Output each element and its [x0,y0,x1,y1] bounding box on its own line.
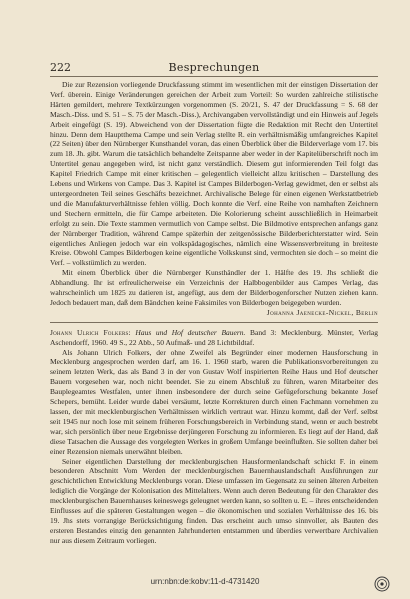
library-seal-icon [374,576,390,592]
page-body [50,80,378,546]
review1-paragraph-2: Mit einem Überblick über die Nürnberger Kunsthändler der 1. Hälfte des 19. Jhs schließt die Abhandlung. Ihr ist erfreulicherweise ein Verzeichnis der Halbbogenbilder aus Campes Verlag, das wahrscheinlich um 1825 zu datieren ist, angefügt, aus dem der Bilderbogenforscher Nutzen ziehen kann. Jedoch bedauert man, daß dem Bändchen keine Faksimiles von Bilderbogen beigegeben wurden. [50,268,378,307]
review2-paragraph-2: Seiner eigentlichen Darstellung der mecklenburgischen Hausformenlandschaft schickt F. in einem besonderen Abschnitt Vom Werden der mecklenburgischen Bauernhauslandschaft Ausführungen zur geschichtlichen Entwicklung Mecklenburgs voran. Diese umfassen im Gegensatz zu seinen älteren Arbeiten lediglich die Vorgänge der Kolonisation des Mittelalters. Wenn auch deren Bedeutung für den Charakter des mecklenburgischen Bauernhauses keineswegs geleugnet werden kann, so sollten u. E. – ihres entscheidenden Einflusses auf die späteren Gestaltungen wegen – die ökonomischen und sozialen Verhältnisse des 16. bis 19. Jhs stets vorrangige Berücksichtigung finden. Das erscheint auch umso sinnvoller, als Bauten des ersteren Bestandes einzig den genannten Jahrhunderten entstammen und überdies verwertbare Archivalien nur aus diesem Zeitraum vorliegen. [50,456,378,545]
urn-footer: urn:nbn:de:kobv:11-d-4731420 [150,577,260,586]
review2-bibliography [50,328,378,348]
review2-details: Band 3: Mecklenburg. Münster, Verlag Aschendorff, 1960. 49 S., 22 Abb., 50 Aufmaß- und 28 Lichtbildtaf. [50,327,378,347]
header-rule [50,76,378,77]
review2-author: Johann Ulrich Folkers: [50,327,131,337]
section-divider [50,322,378,323]
review1-paragraph-1: Die zur Rezension vorliegende Druckfassung stimmt im wesentlichen mit der einstigen Dissertation der Verf. überein. Einige Veränderungen gereichen der Arbeit zum Vorteil: So wurden zahlreiche stilistische Härten gemildert, mehrere Textkürzungen vorgenommen (S. 20/21, S. 47 der Druckfassung = S. 68 der Masch.-Diss. und S. 51 – S. 75 der Masch.-Diss.), Archivangaben vervollständigt und ein Hinweis auf Jegels Arbeit eingefügt (S. 19). Abweichend von der Dissertation fügte die Redaktion mit Recht den Untertitel hinzu. Denn dem Hauptthema Campe und sein Verlag stellte R. ein verhältnismäßig umfangreiches Kapitel (22 Seiten) über den Nürnberger Kunsthandel voran, das einen Überblick über die Bilderverlage vom 17. bis zum 18. Jh. gibt. Warum die tatsächlich behandelte Zeitspanne aber weder in der Kapitelüberschrift noch im Untertitel genau angegeben wird, ist nicht ganz verständlich. Diesem gut informierenden Teil folgt das Kapitel Friedrich Campe mit einer kritischen – gelegentlich vielleicht allzu kritischen – Darstellung des Lebens und Wirkens von Campe. Das 3. Kapitel ist Campes Bilderbogen-Verlag gewidmet, den er selbst als untergeordneten Teil seines Geschäfts bezeichnet. Archivalische Belege für einen eigenen Werkstattbetrieb und die Manufakturverhältnisse fehlen völlig. Doch konnte die Verf. eine Reihe von namhaften Zeichnern und Stechern ermitteln, die für Campe arbeiteten. Die Kolorierung scheint ausschließlich in Heimarbeit erfolgt zu sein. Die Texte stammen vermutlich von Campe selbst. Die Bildmotive entsprechen anfangs ganz der Nürnberger Tradition, während Campe späterhin der zeitgenössische Bilderberichterstatter wird. Sein eigentliches Anliegen jedoch war ein volkspädagogisches, nämlich eine Wissensverbreitung in breiteste Kreise. Obwohl Campes Bilderbogen keine eigentliche Volkskunst sind, vermochten sie doch – so meint die Verf. – volkstümlich zu werden. [50,80,378,268]
page-number: 222 [50,61,71,74]
reviewer-name: Johanna Jaenecke-Nickel, Berlin [266,307,378,317]
review2-paragraph-1: Als Johann Ulrich Folkers, der ohne Zweifel als Begründer einer modernen Hausforschung in Mecklenburg angesprochen werden darf, am 16. 1. 1960 starb, waren die Publikationsvorbereitungen zu seinem letzten Werk, das als Band 3 in der von Gustav Wolf inspirierten Reihe Haus und Hof deutscher Bauern vorgesehen war, noch nicht beendet. Sie zu einem Abschluß zu führen, waren Mitarbeiter des Bauplegeamtes Westfalen, unter ihnen insbesondere der durch seine Gefügeforschung bekannte Josef Schepers, bemüht. Leider wurde dabei versäumt, letzte Korrekturen durch einen Fachmann vornehmen zu lassen, der mit mecklenburgischen Verhältnissen wirklich vertraut war. Hinzu kommt, daß der Verf. selbst seit 1945 nur noch lose mit seinem früheren Forschungsbereich in Verbindung stand, wenn er auch bestrebt war, sich persönlich über neue Ergebnisse derjüngeren Forschung zu informieren. Es liegt auf der Hand, daß diese Tatsachen die Aussage des vorgelegten Werkes in großem Umfange beeinflußten. Sie sollten daher bei einer Rezension niemals unerwähnt bleiben. [50,347,378,456]
review2-title: Haus und Hof deutscher Bauern. [135,327,246,337]
running-title: Besprechungen [168,61,260,74]
review1-signature [50,308,378,318]
